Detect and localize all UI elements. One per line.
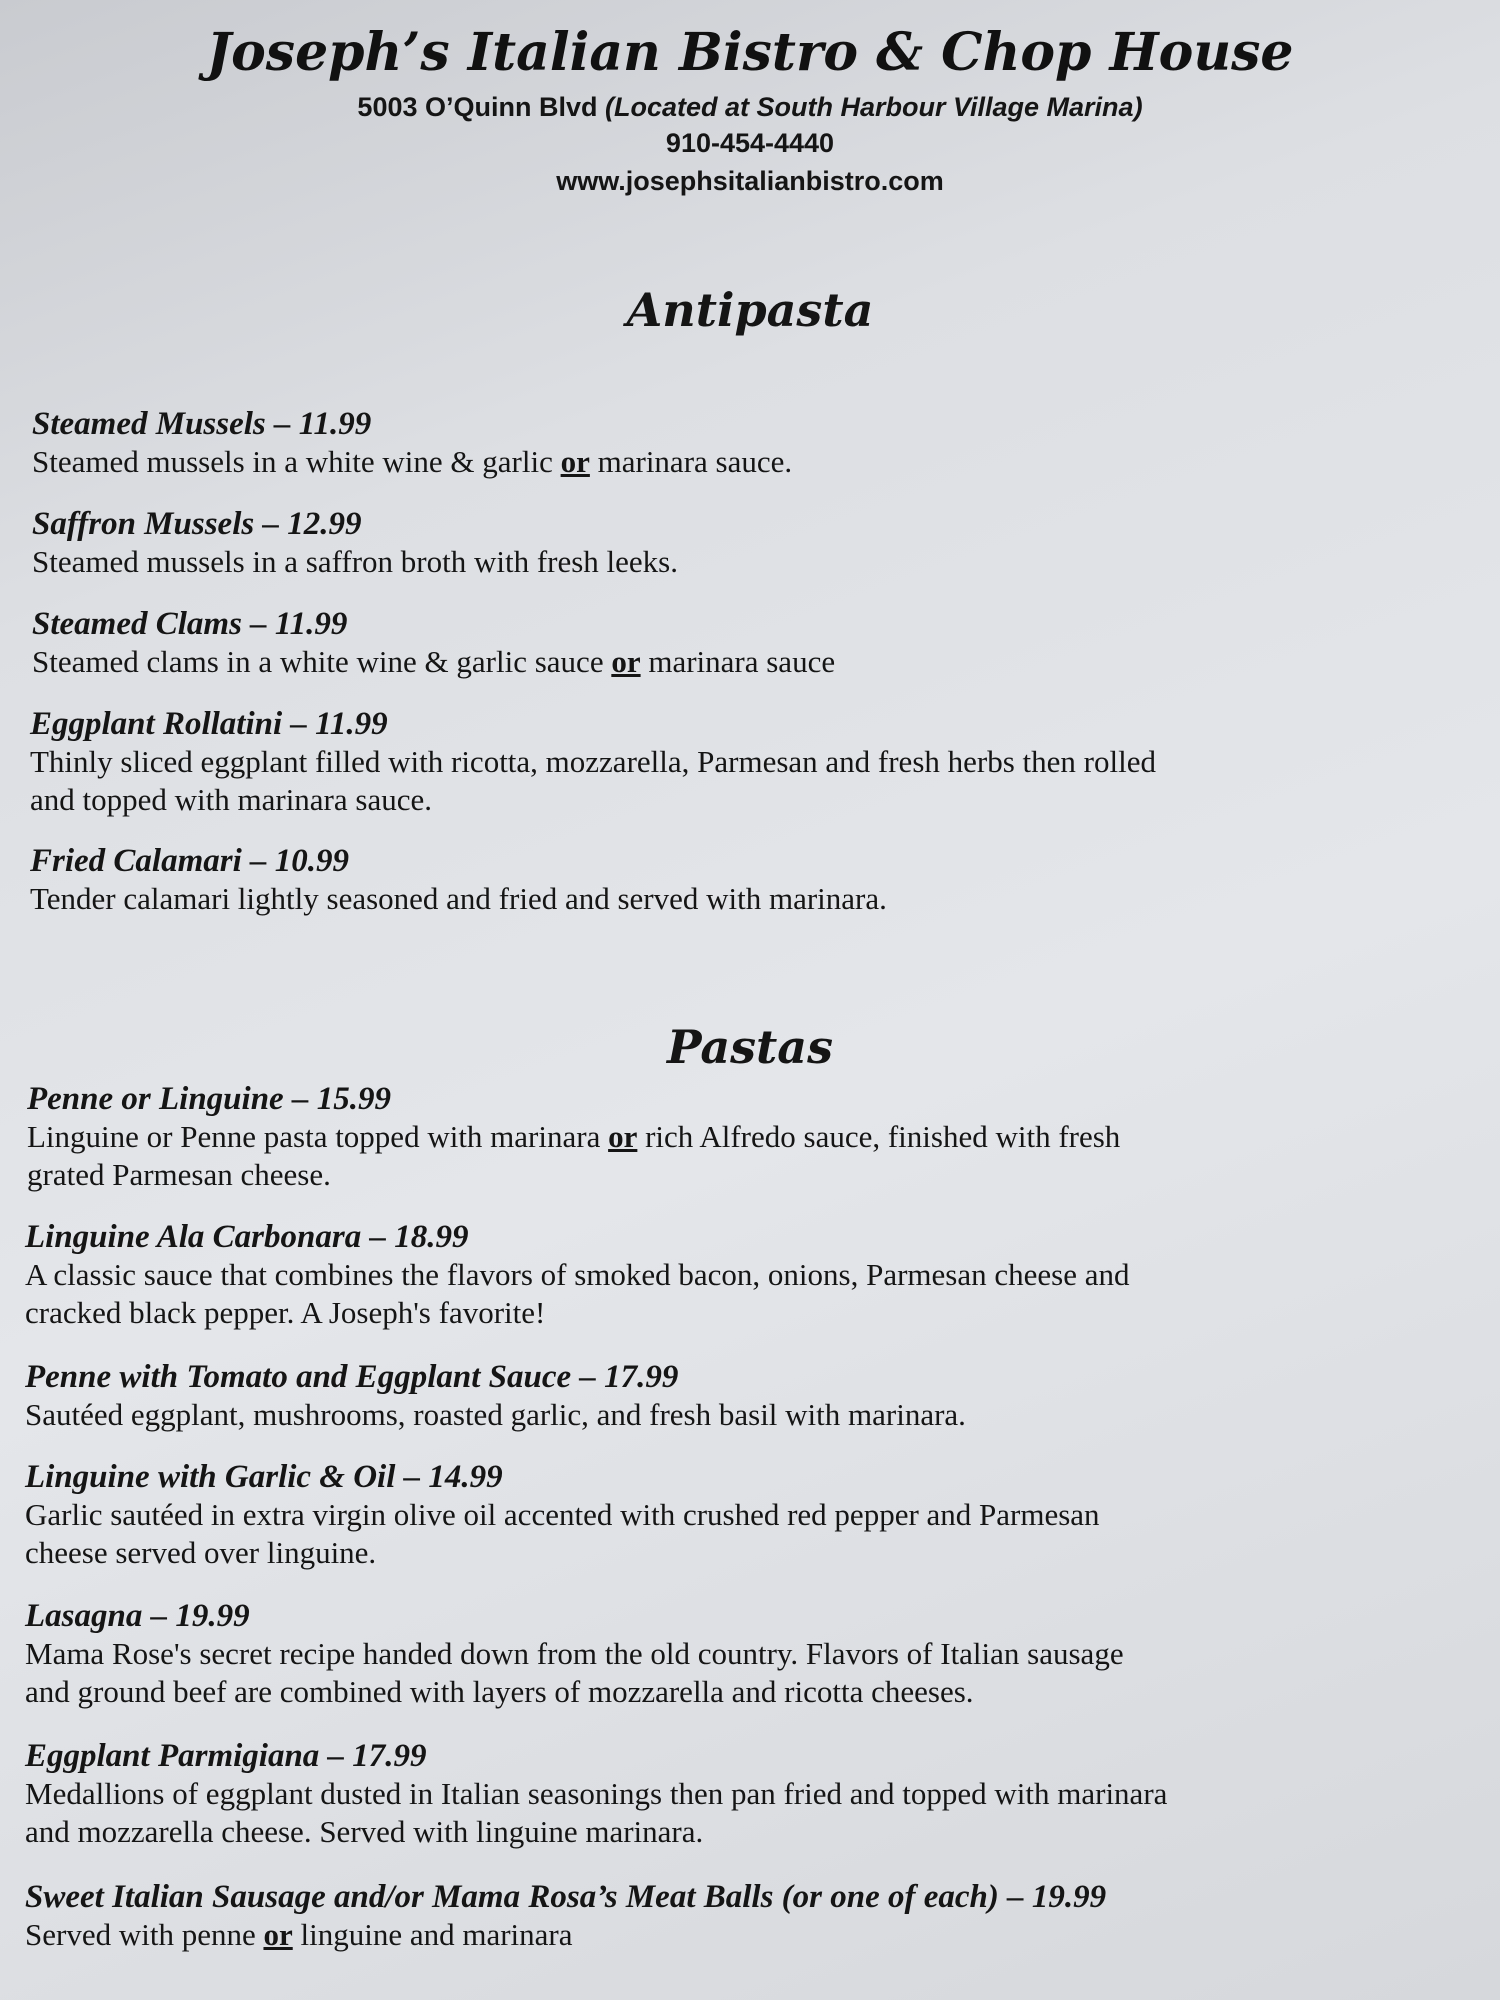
item-description: Steamed mussels in a white wine & garlic or marinara sauce. (32, 444, 793, 479)
menu-item (25, 1218, 1129, 1332)
item-description-line-2: grated Parmesan cheese. (27, 1157, 331, 1192)
menu-item (32, 605, 835, 681)
item-name: Linguine Ala Carbonara – 18.99 (25, 1219, 469, 1255)
restaurant-address (0, 92, 1500, 123)
or-emphasis: or (560, 444, 590, 479)
section-title-antipasta: Antipasta (626, 283, 874, 337)
item-name: Fried Calamari – 10.99 (30, 843, 350, 879)
address-street: 5003 O’Quinn Blvd (357, 92, 598, 122)
menu-item (32, 405, 792, 481)
menu-item (25, 1358, 966, 1434)
item-name: Eggplant Parmigiana – 17.99 (25, 1738, 427, 1774)
restaurant-phone: 910-454-4440 (665, 128, 835, 158)
item-name: Linguine with Garlic & Oil – 14.99 (25, 1459, 503, 1495)
menu-item (25, 1597, 1124, 1711)
or-emphasis: or (263, 1917, 293, 1952)
item-description: Steamed mussels in a saffron broth with fresh leeks. (32, 544, 678, 579)
restaurant-name: Joseph’s Italian Bistro & Chop House (206, 22, 1294, 83)
item-description-line-1: Thinly sliced eggplant filled with ricotta, mozzarella, Parmesan and fresh herbs then rolled (30, 744, 1156, 779)
or-emphasis: or (608, 1119, 638, 1154)
item-description-line-1: Medallions of eggplant dusted in Italian seasonings then pan fried and topped with marinara (25, 1776, 1168, 1811)
item-description-line-1: A classic sauce that combines the flavors of smoked bacon, onions, Parmesan cheese and (25, 1257, 1130, 1292)
item-description-line-1: Linguine or Penne pasta topped with marinara or rich Alfredo sauce, finished with fresh (27, 1119, 1121, 1154)
menu-item (25, 1737, 1167, 1851)
item-name: Steamed Mussels – 11.99 (32, 406, 372, 442)
item-name: Penne or Linguine – 15.99 (27, 1081, 391, 1117)
menu-item (25, 1458, 1100, 1572)
item-description-line-1: Garlic sautéed in extra virgin olive oil accented with crushed red pepper and Parmesan (25, 1497, 1100, 1532)
item-name: Lasagna – 19.99 (25, 1598, 250, 1634)
or-emphasis: or (611, 644, 641, 679)
item-name: Eggplant Rollatini – 11.99 (30, 706, 388, 742)
item-description-line-1: Mama Rose's secret recipe handed down from the old country. Flavors of Italian sausage (25, 1636, 1124, 1671)
address-note: (Located at South Harbour Village Marina) (605, 92, 1143, 122)
item-description: Tender calamari lightly seasoned and fried and served with marinara. (30, 881, 887, 916)
menu-item (30, 705, 1156, 819)
item-description-line-2: and ground beef are combined with layers of mozzarella and ricotta cheeses. (25, 1674, 974, 1709)
menu-item (32, 505, 678, 581)
menu-item (25, 1878, 1106, 1954)
item-description-line-2: and topped with marinara sauce. (30, 782, 432, 817)
item-name: Saffron Mussels – 12.99 (32, 506, 362, 542)
item-description: Steamed clams in a white wine & garlic sauce or marinara sauce (32, 644, 836, 679)
item-name: Penne with Tomato and Eggplant Sauce – 17.99 (25, 1359, 679, 1395)
menu-item (30, 842, 887, 918)
item-description-line-2: cheese served over linguine. (25, 1535, 377, 1570)
item-name: Steamed Clams – 11.99 (32, 606, 348, 642)
restaurant-website: www.josephsitalianbistro.com (556, 166, 944, 196)
menu-item (27, 1080, 1120, 1194)
item-description: Served with penne or linguine and marinara (25, 1917, 573, 1952)
item-description-line-2: cracked black pepper. A Joseph's favorite! (25, 1295, 546, 1330)
item-description: Sautéed eggplant, mushrooms, roasted garlic, and fresh basil with marinara. (25, 1397, 966, 1432)
item-name: Sweet Italian Sausage and/or Mama Rosa’s Meat Balls (or one of each) – 19.99 (25, 1879, 1107, 1915)
item-description-line-2: and mozzarella cheese. Served with linguine marinara. (25, 1814, 704, 1849)
section-title-pastas: Pastas (666, 1020, 833, 1074)
